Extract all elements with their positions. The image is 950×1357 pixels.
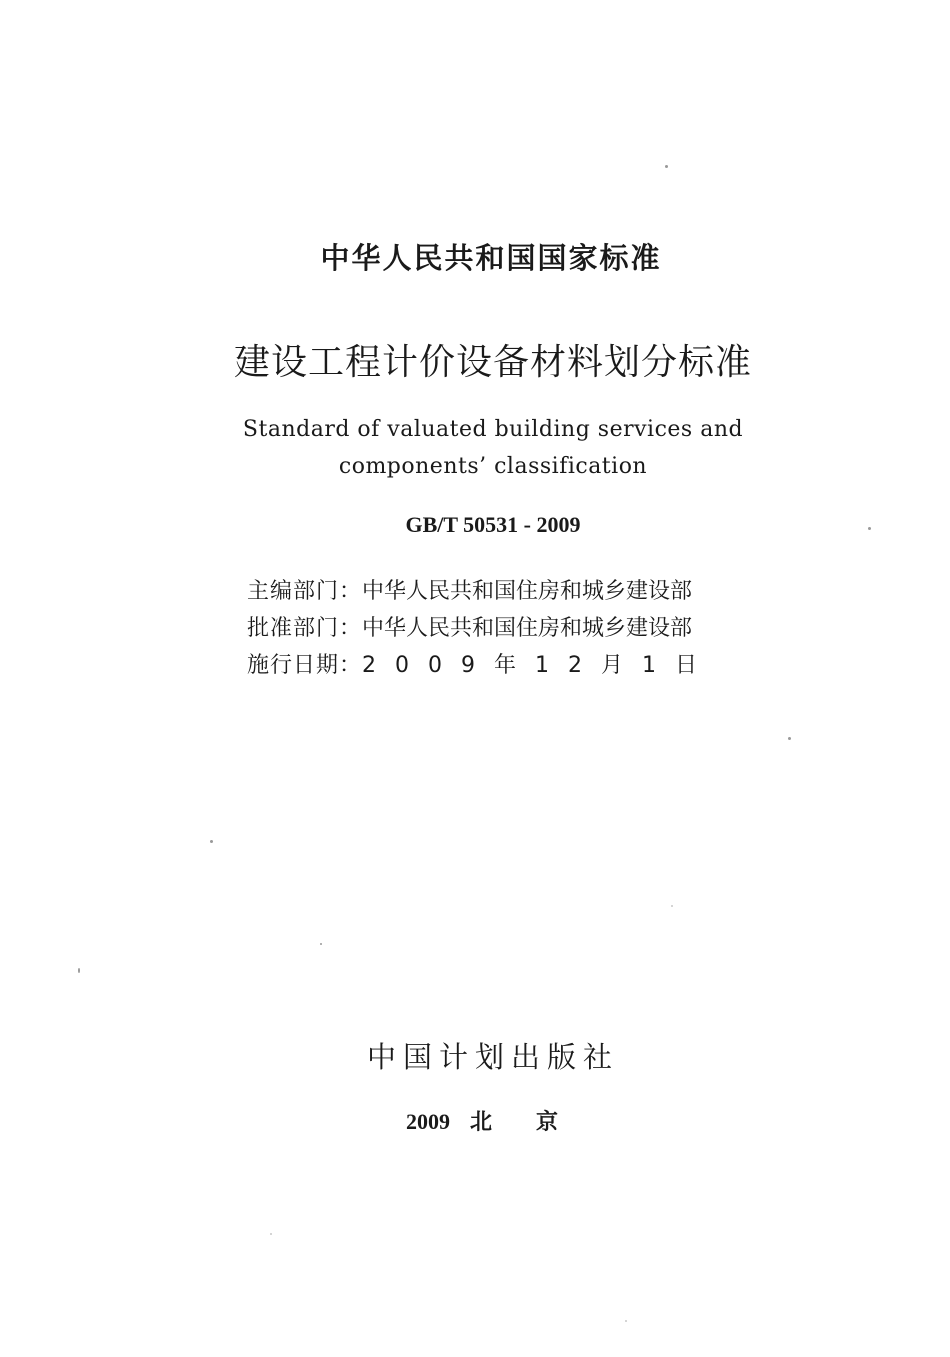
scan-speck xyxy=(625,1320,627,1322)
standard-code: GB/T 50531 - 2009 xyxy=(405,512,581,537)
scan-speck xyxy=(671,905,673,907)
scan-speck xyxy=(665,165,668,168)
publisher-name: 中国计划出版社 xyxy=(366,1040,619,1074)
effective-date-value: 2009年12月1日 xyxy=(362,653,716,678)
editor-value: 中华人民共和国住房和城乡建设部 xyxy=(362,579,693,604)
standard-type-heading: 中华人民共和国国家标准 xyxy=(320,241,662,275)
effective-date-label: 施行日期： xyxy=(247,653,363,678)
publication-place-year xyxy=(406,1105,602,1136)
scan-speck xyxy=(270,1233,272,1235)
title-english-line-1: Standard of valuated building services and xyxy=(242,417,744,442)
scan-speck xyxy=(320,943,322,945)
editor-label: 主编部门： xyxy=(247,579,363,604)
editor-row xyxy=(247,576,716,613)
publication-year: 2009 xyxy=(406,1109,450,1134)
scan-speck xyxy=(788,737,791,740)
scan-speck xyxy=(868,527,871,530)
title-english-line-2: components’ classification xyxy=(338,454,648,479)
approver-row xyxy=(247,613,716,650)
scan-speck xyxy=(210,840,213,843)
publication-city: 北京 xyxy=(470,1110,603,1135)
approver-label: 批准部门： xyxy=(247,616,363,641)
document-title-chinese: 建设工程计价设备材料划分标准 xyxy=(233,342,752,383)
info-block xyxy=(247,576,716,687)
approver-value: 中华人民共和国住房和城乡建设部 xyxy=(362,616,693,641)
effective-date-row xyxy=(247,650,716,687)
document-title-english xyxy=(18,411,950,485)
scan-speck xyxy=(78,968,80,973)
